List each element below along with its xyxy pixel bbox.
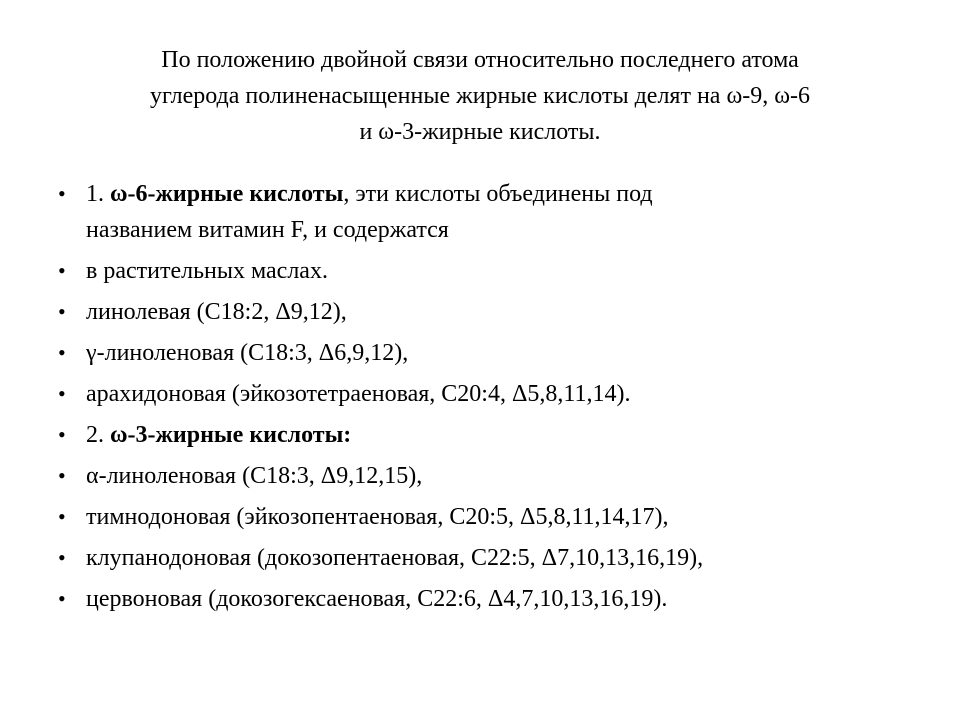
bullet-list	[58, 176, 908, 622]
bullet-prefix: 2.	[86, 422, 110, 448]
title-line: и ω-3-жирные кислоты.	[359, 119, 601, 145]
bullet-icon: •	[58, 381, 66, 406]
bullet-icon: •	[58, 504, 66, 529]
bullet-item	[58, 253, 908, 289]
bullet-prefix: 1.	[86, 181, 110, 207]
bullet-text: тимнодоновая (эйкозопентаеновая, C20:5, Δ5,8,11,14,17),	[86, 504, 669, 530]
bullet-icon: •	[58, 545, 66, 570]
bullet-icon: •	[58, 422, 66, 447]
bullet-bold-text: ω-6-жирные кислоты	[110, 181, 344, 207]
bullet-text: γ-линоленовая (C18:3, Δ6,9,12),	[86, 340, 409, 366]
bullet-icon: •	[58, 181, 66, 206]
bullet-text: , эти кислоты объединены под	[343, 181, 653, 207]
bullet-item	[58, 540, 908, 576]
bullet-text: клупанодоновая (докозопентаеновая, C22:5, Δ7,10,13,16,19),	[86, 545, 704, 571]
bullet-item	[58, 335, 908, 371]
bullet-item	[58, 376, 908, 412]
bullet-text: α-линоленовая (C18:3, Δ9,12,15),	[86, 463, 423, 489]
bullet-icon: •	[58, 463, 66, 488]
bullet-icon: •	[58, 299, 66, 324]
bullet-item	[58, 458, 908, 494]
bullet-item	[58, 581, 908, 617]
bullet-text: цервоновая (докозогексаеновая, C22:6, Δ4,7,10,13,16,19).	[86, 586, 668, 612]
bullet-bold-text: ω-3-жирные кислоты:	[110, 422, 352, 448]
slide-title	[40, 42, 920, 150]
title-line: углерода полиненасыщенные жирные кислоты делят на ω-9, ω-6	[149, 83, 811, 109]
bullet-text: в растительных маслах.	[86, 258, 328, 284]
bullet-item	[58, 499, 908, 535]
bullet-item-omega3-heading	[58, 417, 908, 453]
bullet-text: арахидоновая (эйкозотетраеновая, C20:4, Δ5,8,11,14).	[86, 381, 631, 407]
bullet-icon: •	[58, 586, 66, 611]
bullet-icon: •	[58, 340, 66, 365]
bullet-text-continued: названием витамин F, и содержатся	[86, 217, 449, 243]
bullet-item	[58, 294, 908, 330]
title-line: По положению двойной связи относительно последнего атома	[161, 47, 799, 73]
bullet-text: линолевая (C18:2, Δ9,12),	[86, 299, 347, 325]
bullet-icon: •	[58, 258, 66, 283]
bullet-item-omega6-heading	[58, 176, 908, 248]
